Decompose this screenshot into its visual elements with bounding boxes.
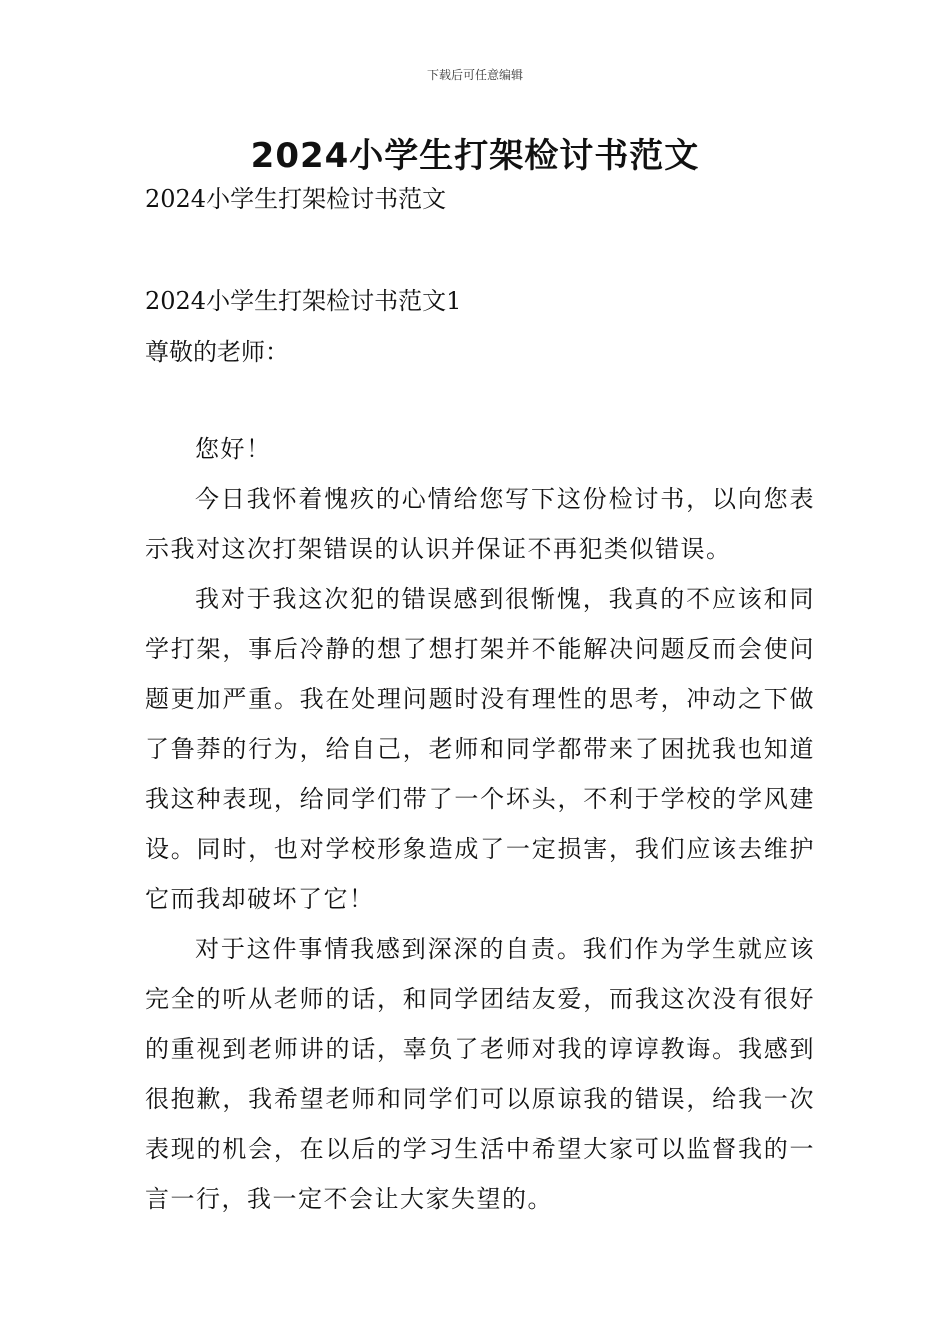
section-title: 2024小学生打架检讨书范文1: [145, 287, 462, 315]
letter-body: [145, 424, 815, 1224]
salutation: 尊敬的老师：: [145, 338, 289, 366]
document-title: 2024小学生打架检讨书范文: [250, 136, 700, 176]
document-subtitle: 2024小学生打架检讨书范文: [145, 185, 447, 213]
paragraph-2: 我对于我这次犯的错误感到很惭愧，我真的不应该和同学打架，事后冷静的想了想打架并不能解决问题反而会使问题更加严重。我在处理问题时没有理性的思考，冲动之下做了鲁莽的行为，给自己，老师和同学都带来了困扰我也知道我这种表现，给同学们带了一个坏头，不利于学校的学风建设。同时，也对学校形象造成了一定损害，我们应该去维护它而我却破坏了它！: [145, 585, 815, 913]
paragraph-3: 对于这件事情我感到深深的自责。我们作为学生就应该完全的听从老师的话，和同学团结友爱，而我这次没有很好的重视到老师讲的话，辜负了老师对我的谆谆教诲。我感到很抱歉，我希望老师和同学们可以原谅我的错误，给我一次表现的机会，在以后的学习生活中希望大家可以监督我的一言一行，我一定不会让大家失望的。: [145, 935, 815, 1213]
paragraph-1: 今日我怀着愧疚的心情给您写下这份检讨书，以向您表示我对这次打架错误的认识并保证不再犯类似错误。: [145, 485, 815, 563]
greeting: 您好！: [195, 435, 272, 463]
header-note: 下载后可任意编辑: [426, 68, 523, 82]
